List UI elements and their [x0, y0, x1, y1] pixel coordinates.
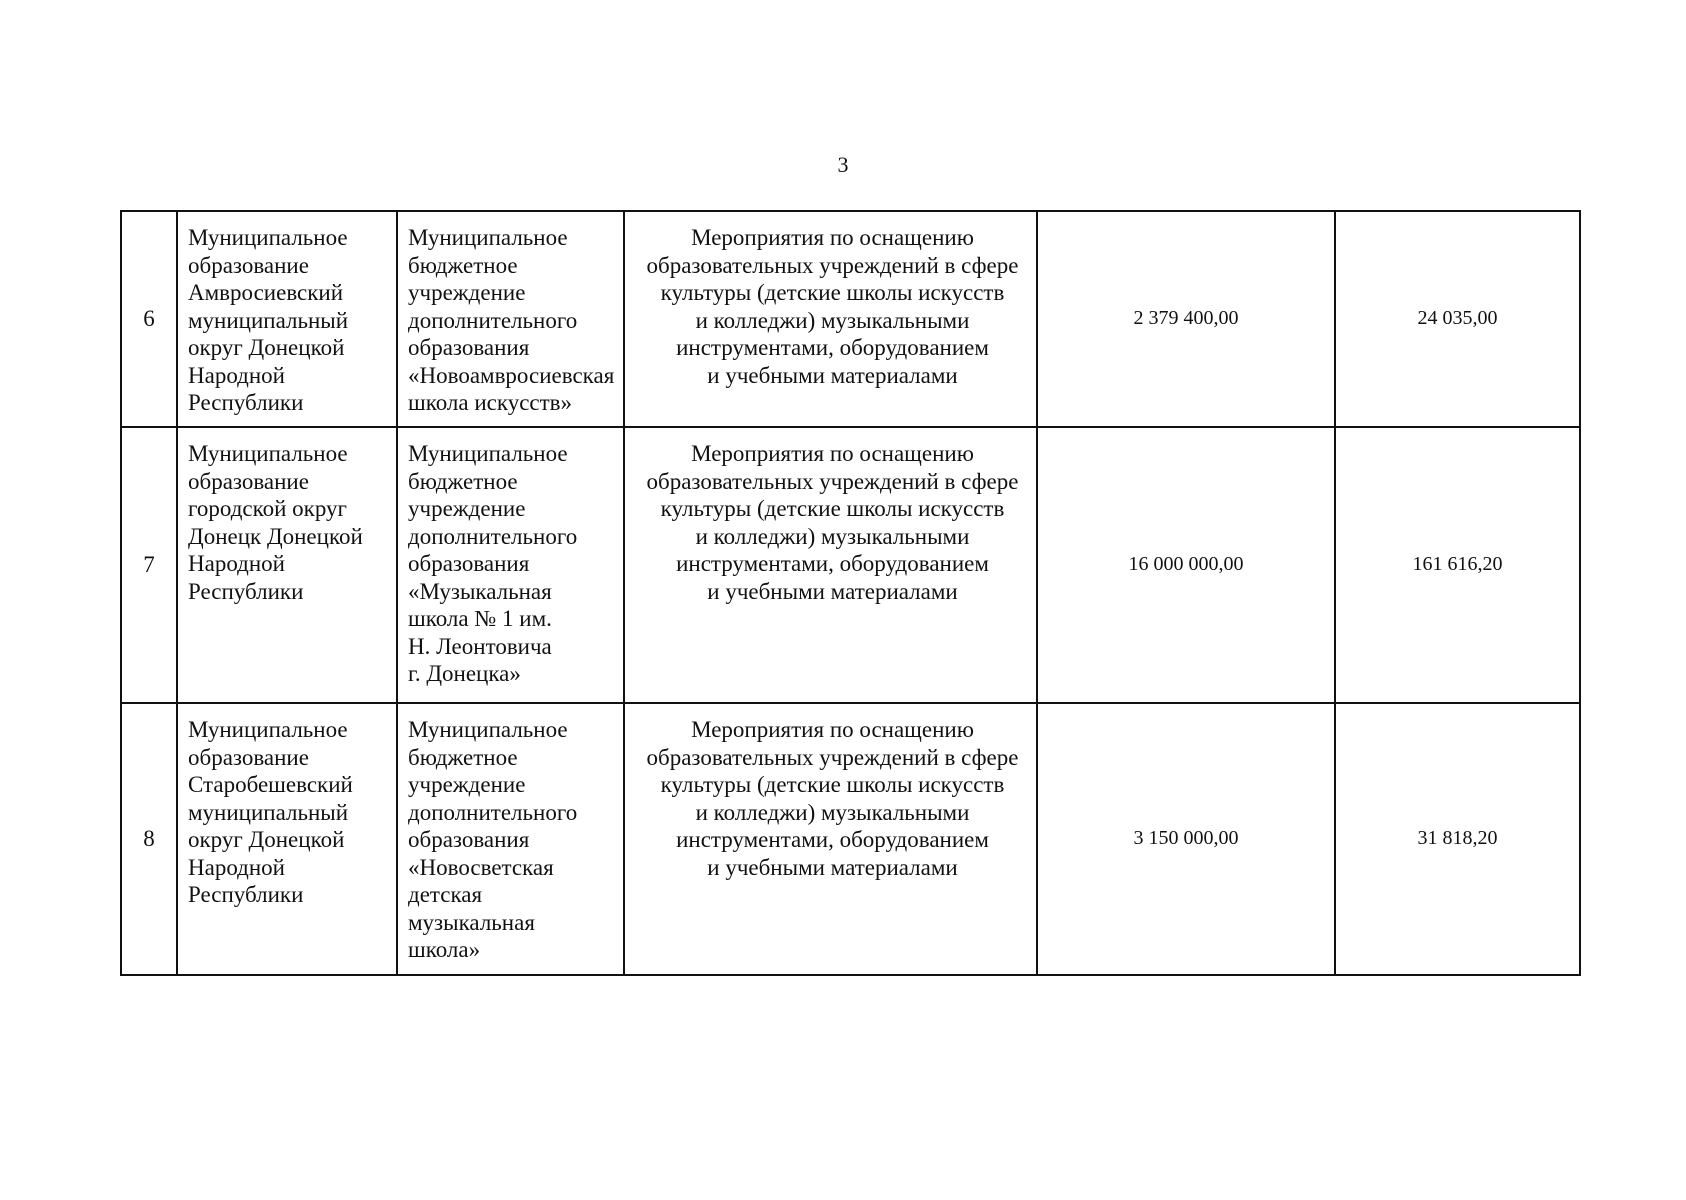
amount-2-cell: 161 616,20	[1335, 427, 1580, 703]
amount-1-cell: 16 000 000,00	[1037, 427, 1335, 703]
measure-cell: Мероприятия по оснащению образовательных учреждений в сфере культуры (детские школы искусств и колледжи) музыкальными инструментами, оборудованием и учебными материалами	[624, 211, 1037, 427]
row-number: 8	[121, 703, 177, 975]
institution-cell: Муниципальное бюджетное учреждение дополнительного образования «Новосветская детская музыкальная школа»	[397, 703, 624, 975]
table-row	[121, 211, 1580, 427]
amount-1-cell: 2 379 400,00	[1037, 211, 1335, 427]
municipality-cell: Муниципальное образование городской округ Донецк Донецкой Народной Республики	[177, 427, 397, 703]
measure-cell: Мероприятия по оснащению образовательных учреждений в сфере культуры (детские школы искусств и колледжи) музыкальными инструментами, оборудованием и учебными материалами	[624, 427, 1037, 703]
amount-1-cell: 3 150 000,00	[1037, 703, 1335, 975]
measure-cell: Мероприятия по оснащению образовательных учреждений в сфере культуры (детские школы искусств и колледжи) музыкальными инструментами, оборудованием и учебными материалами	[624, 703, 1037, 975]
funding-table	[120, 210, 1581, 976]
municipality-cell: Муниципальное образование Амвросиевский муниципальный округ Донецкой Народной Республики	[177, 211, 397, 427]
institution-cell: Муниципальное бюджетное учреждение дополнительного образования «Новоамвросиевская школа искусств»	[397, 211, 624, 427]
table-row	[121, 703, 1580, 975]
amount-2-cell: 31 818,20	[1335, 703, 1580, 975]
row-number: 6	[121, 211, 177, 427]
amount-2-cell: 24 035,00	[1335, 211, 1580, 427]
row-number: 7	[121, 427, 177, 703]
page-number: 3	[837, 152, 849, 177]
table-row	[121, 427, 1580, 703]
municipality-cell: Муниципальное образование Старобешевский муниципальный округ Донецкой Народной Республики	[177, 703, 397, 975]
institution-cell: Муниципальное бюджетное учреждение дополнительного образования «Музыкальная школа № 1 им. Н. Леонтовича г. Донецка»	[397, 427, 624, 703]
